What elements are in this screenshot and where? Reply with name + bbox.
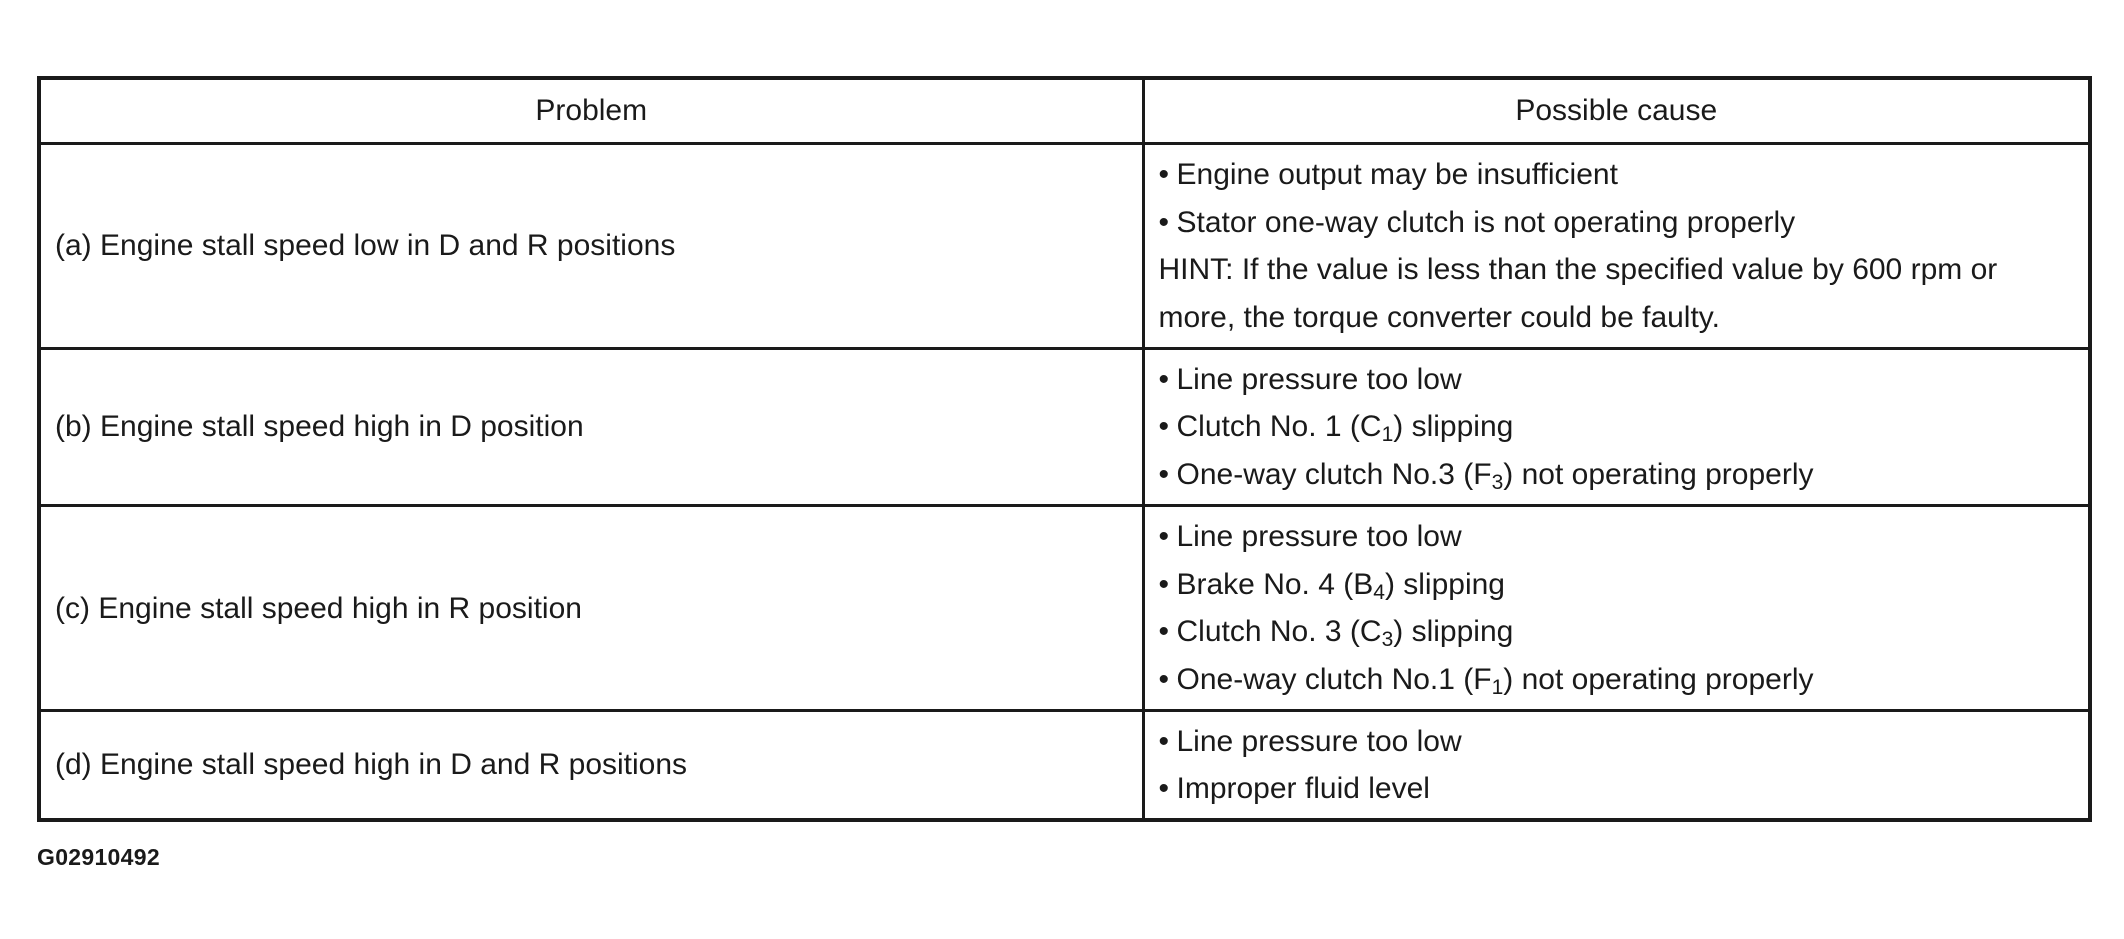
table-row — [39, 506, 2090, 711]
table-row — [39, 711, 2090, 820]
cause-item: • Line pressure too low — [1159, 513, 2075, 561]
problem-cell: (c) Engine stall speed high in R position — [39, 506, 1143, 711]
cause-item: • Engine output may be insufficient — [1159, 151, 2075, 199]
table-row — [39, 144, 2090, 349]
problem-cell: (d) Engine stall speed high in D and R positions — [39, 711, 1143, 820]
cause-column-header: Possible cause — [1143, 78, 2090, 144]
bullet-icon: • — [1158, 662, 1170, 696]
table-row — [39, 349, 2090, 506]
cause-item: • One-way clutch No.1 $(F_1)$ not operating properly — [1159, 656, 2075, 704]
cause-item: • Line pressure too low — [1159, 356, 2075, 404]
bullet-icon: • — [1158, 457, 1170, 491]
problem-column-header: Problem — [39, 78, 1143, 144]
hint-note: HINT: If the value is less than the specified value by 600 rpm or more, the torque converter could be faulty. — [1158, 253, 1998, 334]
cause-cell — [1143, 349, 2090, 506]
bullet-icon: • — [1158, 724, 1170, 758]
bullet-icon: • — [1158, 362, 1170, 396]
bullet-icon: • — [1158, 567, 1170, 601]
cause-item: • Brake No. 4 $(B_4)$ slipping — [1159, 561, 2075, 609]
problem-cell: (b) Engine stall speed high in D position — [39, 349, 1143, 506]
cause-item: • One-way clutch No.3 $(F_3)$ not operating properly — [1159, 451, 2075, 499]
cause-item: • Clutch No. 3 $(C_3)$ slipping — [1159, 608, 2075, 656]
cause-item: • Improper fluid level — [1159, 765, 2075, 813]
cause-item: • Line pressure too low — [1159, 718, 2075, 766]
bullet-icon: • — [1158, 772, 1170, 806]
cause-cell — [1143, 144, 2090, 349]
bullet-icon: • — [1158, 158, 1170, 192]
diagnosis-table — [37, 76, 2092, 822]
table-header-row — [39, 78, 2090, 144]
problem-cell: (a) Engine stall speed low in D and R positions — [39, 144, 1143, 349]
cause-cell — [1143, 711, 2090, 820]
bullet-icon: • — [1158, 410, 1170, 444]
bullet-icon: • — [1158, 615, 1170, 649]
bullet-icon: • — [1158, 520, 1170, 554]
cause-cell — [1143, 506, 2090, 711]
figure-id: G02910492 — [37, 844, 160, 870]
cause-item: • Stator one-way clutch is not operating properly — [1159, 199, 2075, 247]
bullet-icon: • — [1158, 205, 1170, 239]
cause-item: • Clutch No. 1 $(C_1)$ slipping — [1159, 403, 2075, 451]
